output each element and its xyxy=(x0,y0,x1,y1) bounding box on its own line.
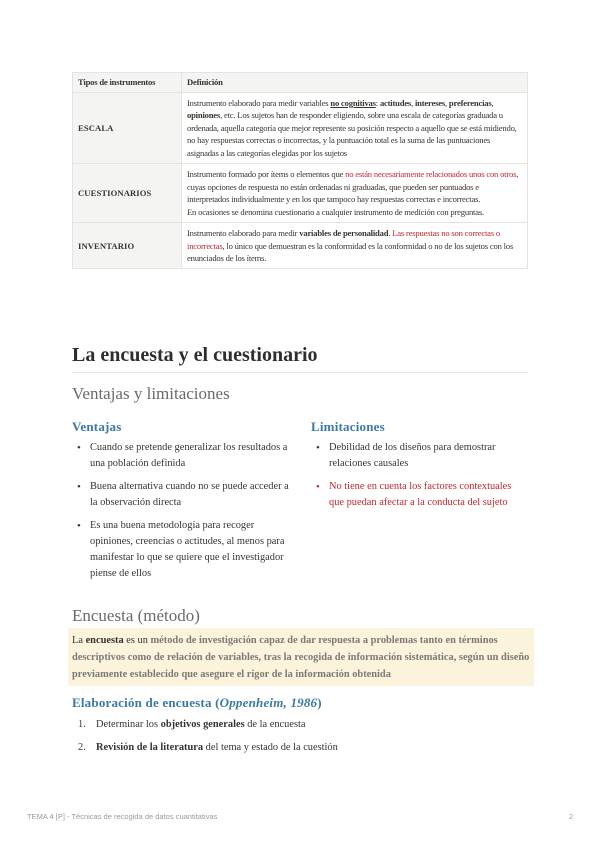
elaboracion-heading: Elaboración de encuesta (Oppenheim, 1986) xyxy=(72,695,322,710)
list-item: • Cuando se pretende generalizar los resultados a una población definida xyxy=(72,440,292,472)
page-number: 2 xyxy=(568,812,573,821)
table-row xyxy=(73,93,528,164)
table-header-row xyxy=(73,73,528,93)
row-def-inventario: Instrumento elaborado para medir variables de personalidad. Las respuestas no son correctas o incorrectas, lo único que demuestran es la conformidad es la conformidad o no de los sujetos con los enunciados de los ítems. xyxy=(182,223,528,269)
encuesta-callout: La encuesta es un método de investigación capaz de dar respuesta a problemas tanto en términos descriptivos como de relación de variables, tras la recogida de información sistemática, según un diseño previamente establecido que asegure el rigor de la información obtenida xyxy=(68,628,534,686)
ventajas-limitaciones-title: Ventajas y limitaciones xyxy=(72,384,230,403)
header-tipos: Tipos de instrumentos xyxy=(73,73,182,93)
table-row xyxy=(73,164,528,223)
row-type-inventario: INVENTARIO xyxy=(73,223,182,269)
list-item: • Debilidad de los diseños para demostrar relaciones causales xyxy=(311,440,528,472)
elaboracion-steps xyxy=(72,717,338,763)
header-definicion: Definición xyxy=(182,73,528,93)
list-item: 1. Determinar los objetivos generales de la encuesta xyxy=(78,719,306,730)
table-row xyxy=(73,223,528,269)
row-type-escala: ESCALA xyxy=(73,93,182,164)
list-item: 2. Revisión de la literatura del tema y estado de la cuestión xyxy=(78,742,338,753)
list-item: • Buena alternativa cuando no se puede acceder a la observación directa xyxy=(72,479,292,511)
page-footer xyxy=(27,812,573,821)
row-def-cuestionarios: Instrumento formado por ítems o elementos que no están necesariamente relacionados unos con otros, cuyas opciones de respuesta no están ordenadas ni graduadas, que pueden ser puntuados e interpretados individualmente y en los que tampoco hay respuestas correctas e incorrectas. En ocasiones se denomina cuestionario a cualquier instrumento de medición con preguntas. xyxy=(182,164,528,223)
list-item: • Es una buena metodología para recoger opiniones, creencias o actitudes, al menos para manifestar lo que se quiere que el investigador piense de ellos xyxy=(72,518,292,582)
limitaciones-list xyxy=(311,440,528,518)
ventajas-heading: Ventajas xyxy=(72,419,122,434)
instruments-table xyxy=(72,72,528,269)
section-divider xyxy=(72,372,528,373)
section-title: La encuesta y el cuestionario xyxy=(72,344,318,366)
footer-title: TEMA 4 [P] - Técnicas de recogida de datos cuantitativas xyxy=(27,812,218,821)
limitaciones-heading: Limitaciones xyxy=(311,419,385,434)
list-item: • No tiene en cuenta los factores contextuales que puedan afectar a la conducta del sujeto xyxy=(311,479,528,511)
encuesta-title: Encuesta (método) xyxy=(72,606,200,625)
instruments-table-wrapper xyxy=(72,72,528,269)
ventajas-list xyxy=(72,440,292,589)
row-def-escala: Instrumento elaborado para medir variables no cognitivas: actitudes, intereses, preferencias, opiniones, etc. Los sujetos han de responder eligiendo, sobre una escala de categorías graduada u ordenada, aquella categoría que mejor represente su posición respecto a aquello que se está midiendo, no hay respuestas correctas o incorrectas, y la puntuación total es la suma de las puntuaciones asignadas a las categorías elegidas por los sujetos xyxy=(182,93,528,164)
row-type-cuestionarios: CUESTIONARIOS xyxy=(73,164,182,223)
